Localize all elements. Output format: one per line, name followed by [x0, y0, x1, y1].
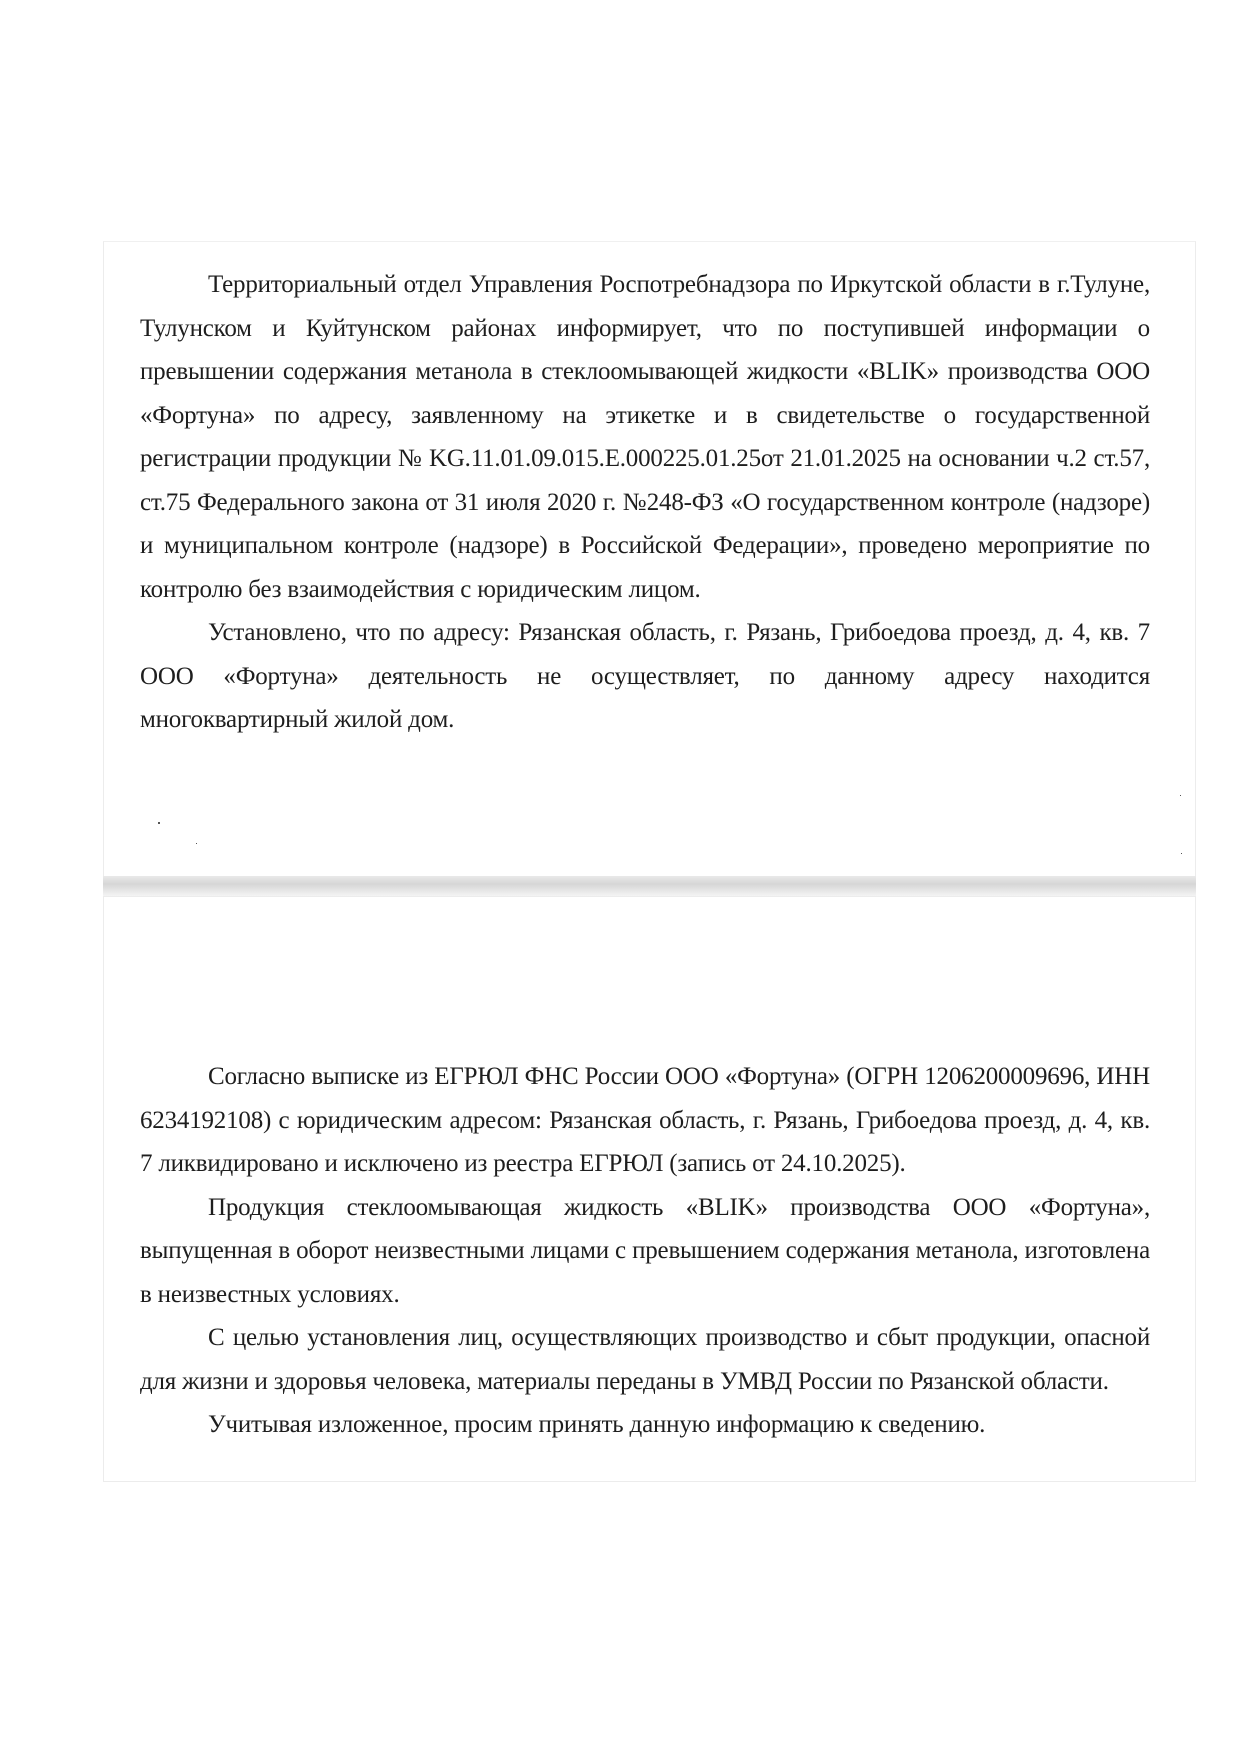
paragraph-address-finding: Установлено, что по адресу: Рязанская область, г. Рязань, Грибоедова проезд, д. 4, кв. 7 ООО «Фортуна» деятельность не осуществляет, по данному адресу находится многоквартирный жилой дом. — [140, 619, 1150, 733]
scan-speck — [1181, 853, 1182, 854]
page-separator — [103, 876, 1196, 896]
paragraph-materials-transferred: С целью установления лиц, осуществляющих производство и сбыт продукции, опасной для жизни и здоровья человека, материалы переданы в УМВД России по Рязанской области. — [140, 1324, 1150, 1395]
paragraph-product-status: Продукция стеклоомывающая жидкость «BLIK» производства ООО «Фортуна», выпущенная в оборот неизвестными лицами с превышением содержания метанола, изготовлена в неизвестных условиях. — [140, 1193, 1150, 1308]
letter-body-bottom — [140, 1055, 1150, 1447]
paragraph-inspection-info: Территориальный отдел Управления Роспотребнадзора по Иркутской области в г.Тулуне, Тулунском и Куйтунском районах информирует, что по поступившей информации о превышении содержания метанола в стеклоомывающей жидкости «BLIK» производства ООО «Фортуна» по адресу, заявленному на этикетке и в свидетельстве о государственной регистрации продукции № KG.11.01.09.015.Е.000225.01.25от 21.01.2025 на основании ч.2 ст.57, ст.75 Федерального закона от 31 июля 2020 г. №248-ФЗ «О государственном контроле (надзоре) и муниципальном контроле (надзоре) в Российской Федерации», проведено мероприятие по контролю без взаимодействия с юридическим лицом. — [140, 271, 1150, 603]
letter-body-top — [140, 263, 1150, 742]
paragraph-egrul-extract: Согласно выписке из ЕГРЮЛ ФНС России ООО «Фортуна» (ОГРН 1206200009696, ИНН 6234192108) с юридическим адресом: Рязанская область, г. Рязань, Грибоедова проезд, д. 4, кв. 7 ликвидировано и исключено из реестра ЕГРЮЛ (запись от 24.10.2025). — [140, 1063, 1150, 1177]
scan-speck — [158, 822, 160, 824]
scan-speck — [1180, 795, 1181, 796]
paragraph-closing-request: Учитывая изложенное, просим принять данную информацию к сведению. — [208, 1411, 986, 1438]
scan-speck — [196, 843, 197, 844]
